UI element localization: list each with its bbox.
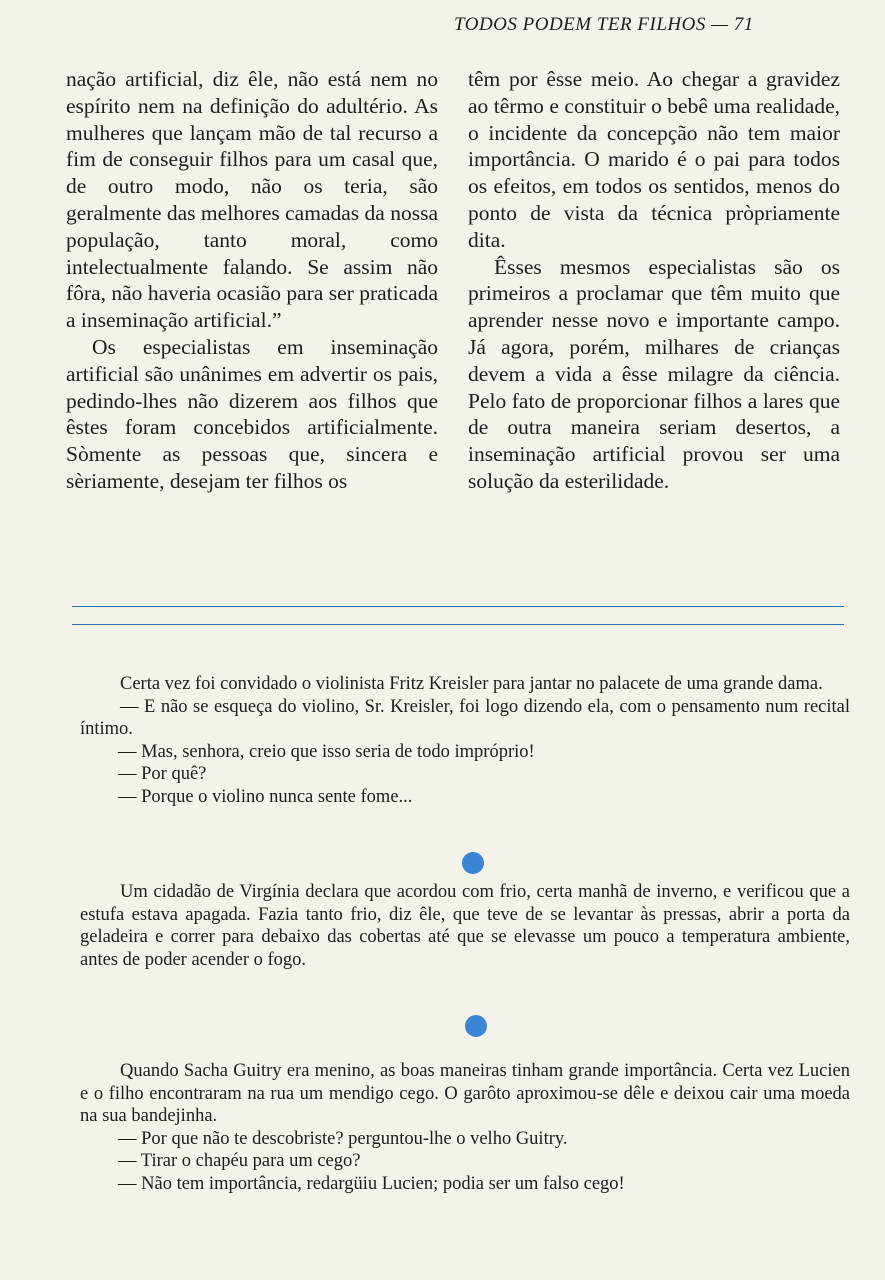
dialogue-line: — E não se esqueça do violino, Sr. Kreisler, foi logo dizendo ela, com o pensamento num recital íntimo.	[80, 696, 850, 739]
article-paragraph: Êsses mesmos especialistas são os primeiros a proclamar que têm muito que aprender nesse novo e importante campo. Já agora, porém, milhares de crianças devem a vida a êsse milagre da ciência. Pelo fato de proporcionar filhos a lares que de outra maneira seriam desertos, a inseminação artificial provou ser uma solução da esterilidade.	[468, 254, 840, 493]
anecdote-virginia	[80, 881, 850, 971]
dialogue-line: — Por quê?	[118, 764, 207, 784]
anecdote-intro: Quando Sacha Guitry era menino, as boas maneiras tinham grande importância. Certa vez Lucien e o filho encontraram na rua um mendigo cego. O garôto aproximou-se dêle e deixou cair uma moeda na sua bandejinha.	[80, 1061, 850, 1126]
dialogue-line: — Tirar o chapéu para um cego?	[118, 1151, 361, 1171]
dialogue-line: — Porque o violino nunca sente fome...	[118, 786, 413, 807]
anecdote-intro: Um cidadão de Virgínia declara que acordou com frio, certa manhã de inverno, e verificou que a estufa estava apagada. Fazia tanto frio, diz êle, que teve de se levantar às pressas, abrir a porta da geladeira e correr para debaixo das cobertas até que se elevasse um pouco a temperatura ambiente, antes de poder acender o fogo.	[80, 882, 850, 970]
dialogue-line: — Por que não te descobriste? perguntou-lhe o velho Guitry.	[118, 1128, 568, 1149]
article-left-column	[66, 66, 438, 495]
running-head: TODOS PODEM TER FILHOS — 71	[454, 14, 754, 35]
article-right-column	[468, 66, 840, 495]
dialogue-line: — Não tem importância, redargüiu Lucien; podia ser um falso cego!	[118, 1173, 625, 1194]
article-paragraph: nação artificial, diz êle, não está nem no espírito nem na definição do adultério. As mulheres que lançam mão de tal recurso a fim de conseguir filhos para um casal que, de outro modo, não os teria, são geralmente das melhores camadas da nossa população, tanto moral, como intelectualmente falando. Se assim não fôra, não haveria ocasião para ser praticada a inseminação artificial.”	[66, 67, 438, 333]
article-paragraph: têm por êsse meio. Ao chegar a gravidez ao têrmo e constituir o bebê uma realidade, o incidente da concepção não tem maior importância. O marido é o pai para todos os efeitos, em todos os sentidos, menos do ponto de vista da técnica pròpriamente dita.	[468, 67, 840, 252]
blue-dot-icon	[465, 1015, 487, 1037]
anecdote-intro: Certa vez foi convidado o violinista Fritz Kreisler para jantar no palacete de uma grande dama.	[120, 674, 823, 694]
anecdote-kreisler	[80, 673, 850, 808]
anecdote-guitry	[80, 1060, 850, 1195]
dialogue-line: — Mas, senhora, creio que isso seria de todo impróprio!	[118, 741, 535, 762]
section-divider-bottom	[72, 624, 844, 625]
section-divider-top	[72, 606, 844, 607]
article-paragraph: Os especialistas em inseminação artificial são unânimes em advertir os pais, pedindo-lhes não dizerem aos filhos que êstes foram concebidos artificialmente. Sòmente as pessoas que, sincera e sèriamente, desejam ter filhos os	[66, 334, 438, 493]
blue-dot-icon	[462, 852, 484, 874]
